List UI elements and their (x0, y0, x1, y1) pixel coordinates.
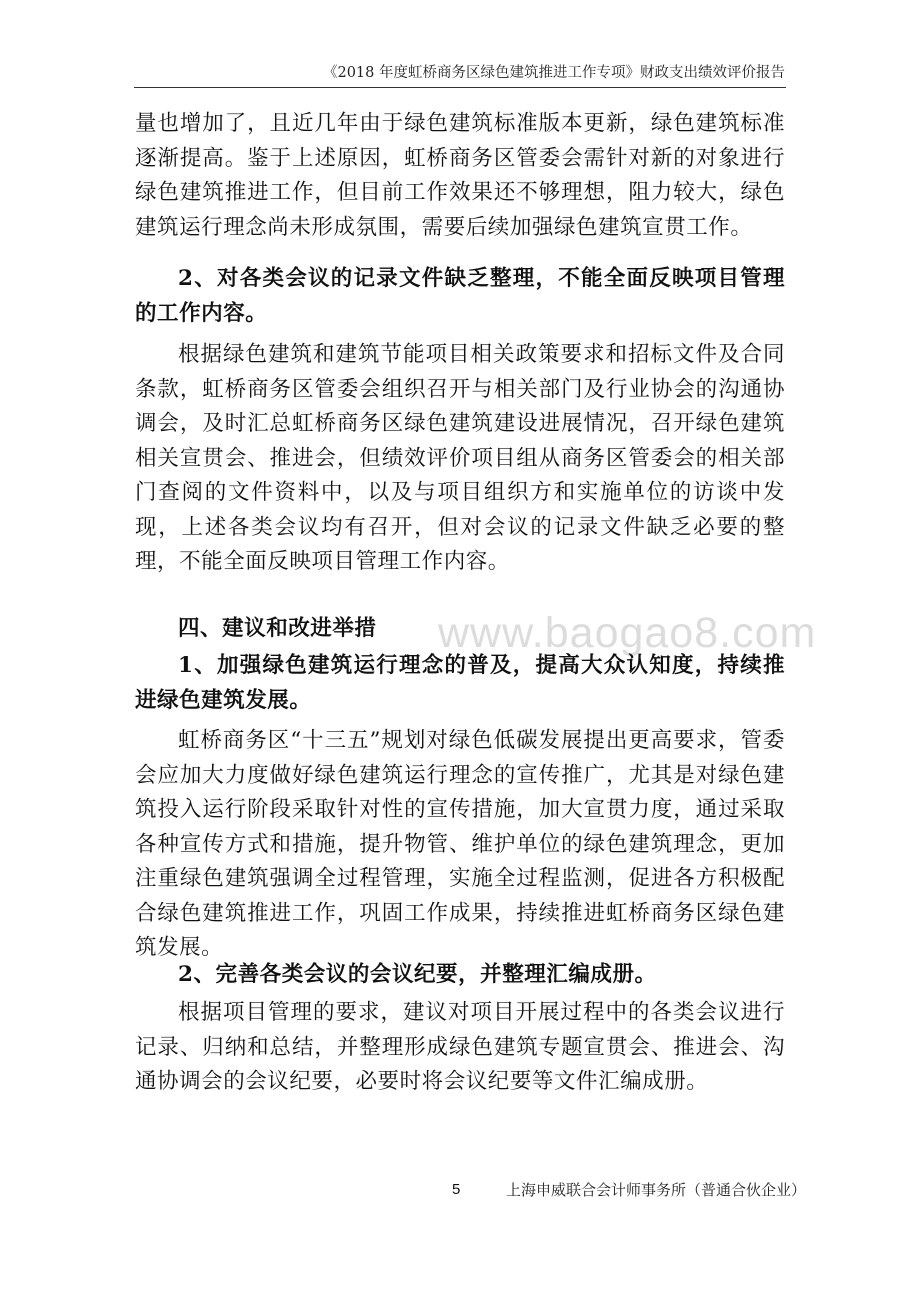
header-rule (134, 87, 786, 88)
paragraph-promote-green-building: 虹桥商务区“十三五”规划对绿色低碳发展提出更高要求，管委会应加大力度做好绿色建筑运行理念的宣传推广，尤其是对绿色建筑投入运行阶段采取针对性的宣传措施，加大宣贯力度，通过采取各种宣传方式和措施，提升物管、维护单位的绿色建筑理念，更加注重绿色建筑强调全过程管理，实施全过程监测，促进各方积极配合绿色建筑推进工作，巩固工作成果，持续推进虹桥商务区绿色建筑发展。 (135, 728, 785, 960)
paragraph-meeting-records: 根据绿色建筑和建筑节能项目相关政策要求和招标文件及合同条款，虹桥商务区管委会组织召开与相关部门及行业协会的沟通协调会，及时汇总虹桥商务区绿色建筑建设进展情况，召开绿色建筑相关宣贯会、推进会，但绩效评价项目组从商务区管委会的相关部门查阅的文件资料中，以及与项目组织方和实施单位的访谈中发现，上述各类会议均有召开，但对会议的记录文件缺乏必要的整理，不能全面反映项目管理工作内容。 (135, 342, 785, 574)
section-heading-recommendations: 四、建议和改进举措 (178, 616, 377, 641)
paragraph-continuation: 量也增加了，且近几年由于绿色建筑标准版本更新，绿色建筑标准逐渐提高。鉴于上述原因，虹桥商务区管委会需针对新的对象进行绿色建筑推进工作，但目前工作效果还不够理想，阻力较大，绿色建筑运行理念尚未形成氛围，需要后续加强绿色建筑宣贯工作。 (135, 111, 785, 240)
subheading-meeting-minutes: 2、完善各类会议的会议纪要，并整理汇编成册。 (178, 962, 657, 987)
subheading-meeting-records: 2、对各类会议的记录文件缺乏整理，不能全面反映项目管理的工作内容。 (135, 266, 785, 326)
page-number: 5 (452, 1181, 461, 1198)
running-header: 《2018 年度虹桥商务区绿色建筑推进工作专项》财政支出绩效评价报告 (322, 65, 785, 81)
watermark: www.baogao8.com (438, 609, 817, 657)
footer-firm-name: 上海申威联合会计师事务所（普通合伙企业） (506, 1181, 807, 1199)
subheading-promote-green-building: 1、加强绿色建筑运行理念的普及，提高大众认知度，持续推进绿色建筑发展。 (135, 653, 785, 713)
paragraph-meeting-minutes: 根据项目管理的要求，建议对项目开展过程中的各类会议进行记录、归纳和总结，并整理形成绿色建筑专题宣贯会、推进会、沟通协调会的会议纪要，必要时将会议纪要等文件汇编成册。 (135, 1000, 785, 1094)
